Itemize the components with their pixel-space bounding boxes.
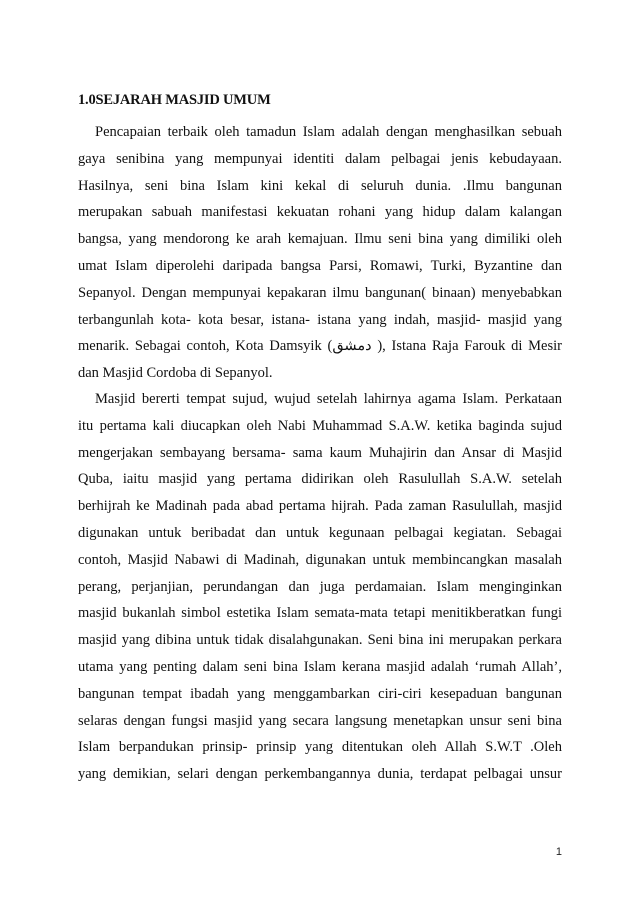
section-heading: 1.0SEJARAH MASJID UMUM — [78, 92, 271, 108]
paragraph-line: bangsa, yang mendorong ke arah kemajuan. Ilmu seni bina yang dimiliki oleh — [78, 231, 562, 248]
paragraph-line: utama yang penting dalam seni bina Islam kerana masjid adalah ‘rumah Allah’, — [78, 658, 562, 675]
paragraph-2 — [78, 386, 562, 788]
paragraph-line: umat Islam diperolehi daripada bangsa Parsi, Romawi, Turki, Byzantine dan — [78, 257, 562, 274]
paragraph-line: Pencapaian terbaik oleh tamadun Islam adalah dengan menghasilkan sebuah — [95, 124, 562, 140]
paragraph-line: Islam berpandukan prinsip- prinsip yang ditentukan oleh Allah S.W.T .Oleh — [78, 739, 562, 756]
paragraph-line: contoh, Masjid Nabawi di Madinah, digunakan untuk membincangkan masalah — [78, 551, 562, 568]
paragraph-line: Sepanyol. Dengan mempunyai kepakaran ilmu bangunan( binaan) menyebabkan — [78, 284, 562, 301]
paragraph-line: bangunan tempat ibadah yang menggambarkan ciri-ciri kesepaduan bangunan — [78, 685, 562, 702]
paragraph-line: gaya senibina yang mempunyai identiti dalam pelbagai jenis kebudayaan. — [78, 150, 562, 167]
paragraph-1 — [78, 119, 562, 387]
paragraph-line: masjid bukanlah simbol estetika Islam semata-mata tetapi menitikberatkan fungi — [78, 605, 562, 622]
paragraph-line: terbangunlah kota- kota besar, istana- istana yang indah, masjid- masjid yang — [78, 311, 562, 328]
paragraph-line: merupakan sabuah manifestasi kekuatan rohani yang hidup dalam kalangan — [78, 204, 562, 221]
page-number: 1 — [555, 846, 562, 858]
paragraph-line: Quba, iaitu masjid yang pertama didirikan oleh Rasulullah S.A.W. setelah — [78, 471, 562, 488]
paragraph-line: itu pertama kali diucapkan oleh Nabi Muhammad S.A.W. ketika baginda sujud — [78, 417, 562, 434]
paragraph-line: Hasilnya, seni bina Islam kini kekal di seluruh dunia. .Ilmu bangunan — [78, 177, 562, 194]
paragraph-line: masjid yang dibina untuk tidak disalahgunakan. Seni bina ini merupakan perkara — [78, 632, 562, 649]
paragraph-line: selaras dengan fungsi masjid yang secara langsung menetapkan unsur seni bina — [78, 712, 562, 729]
paragraph-line: perang, perjanjian, perundangan dan juga perdamaian. Islam menginginkan — [78, 578, 562, 595]
paragraph-line: digunakan untuk beribadat dan untuk kegunaan pelbagai kegiatan. Sebagai — [78, 524, 562, 541]
paragraph-line: yang demikian, selari dengan perkembangannya dunia, terdapat pelbagai unsur — [78, 766, 562, 783]
paragraph-line: dan Masjid Cordoba di Sepanyol. — [78, 365, 273, 382]
paragraph-line: berhijrah ke Madinah pada abad pertama hijrah. Pada zaman Rasulullah, masjid — [78, 498, 562, 515]
paragraph-line: mengerjakan sembayang bersama- sama kaum Muhajirin dan Ansar di Masjid — [78, 444, 562, 461]
paragraph-line: Masjid bererti tempat sujud, wujud setelah lahirnya agama Islam. Perkataan — [95, 391, 562, 407]
paragraph-line: menarik. Sebagai contoh, Kota Damsyik (دمشق ), Istana Raja Farouk di Mesir — [78, 338, 562, 355]
